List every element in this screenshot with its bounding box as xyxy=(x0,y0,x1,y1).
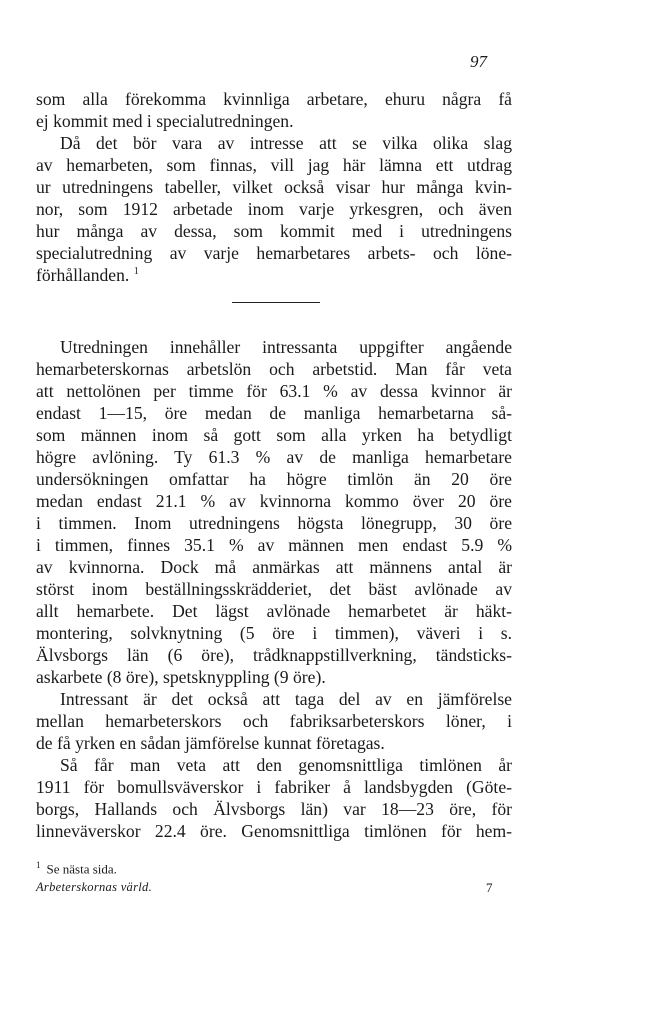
text-line: de få yrken en sådan jämförelse kunnat företagas. xyxy=(36,733,385,753)
text-line: Älvsborgs län (6 öre), trådknappstillverkning, tändsticks- xyxy=(36,645,512,665)
text-line: askarbete (8 öre), spetsknyppling (9 öre). xyxy=(36,667,326,687)
text-line: hur många av dessa, som kommit med i utredningens xyxy=(36,221,512,241)
text-line: Intressant är det också att taga del av en jämförelse xyxy=(60,689,512,709)
text-line: hemarbeterskornas arbetslön och arbetstid. Man får veta xyxy=(36,359,512,379)
footnote-reference: 1 xyxy=(133,266,139,278)
text-line: ur utredningens tabeller, vilket också visar hur många kvin- xyxy=(36,177,512,197)
footnote xyxy=(36,856,117,878)
text-line-content: förhållanden. xyxy=(36,265,130,285)
footnote-text: Se nästa sida. xyxy=(46,861,117,877)
text-line: montering, solvknytning (5 öre i timmen), väveri i s. xyxy=(36,623,512,643)
text-line: borgs, Hallands och Älvsborgs län) var 18—23 öre, för xyxy=(36,799,512,819)
text-line: som männen inom så gott som alla yrken ha betydligt xyxy=(36,425,512,445)
text-line: Utredningen innehåller intressanta uppgifter angående xyxy=(60,337,512,357)
text-line: nor, som 1912 arbetade inom varje yrkesgren, och även xyxy=(36,199,512,219)
text-line-last xyxy=(36,264,512,286)
text-line: undersökningen omfattar ha högre timlön än 20 öre xyxy=(36,469,512,489)
section-divider xyxy=(232,302,320,303)
signature-sheet-number: 7 xyxy=(486,880,493,895)
text-line: störst inom beställningsskrädderiet, det bäst avlönade av xyxy=(36,579,512,599)
text-line: högre avlöning. Ty 61.3 % av de manliga hemarbetare xyxy=(36,447,512,467)
text-line: allt hemarbete. Det lägst avlönade hemarbetet är häkt- xyxy=(36,601,512,621)
signature-title: Arbeterskornas värld. xyxy=(36,880,153,894)
text-line: mellan hemarbeterskors och fabriksarbeterskors löner, i xyxy=(36,711,512,731)
text-line: i timmen, finnes 35.1 % av männen men endast 5.9 % xyxy=(36,535,512,555)
text-line: av hemarbeten, som finnas, vill jag här lämna ett utdrag xyxy=(36,155,512,175)
text-line: Så får man veta att den genomsnittliga timlönen år xyxy=(60,755,512,775)
text-line: medan endast 21.1 % av kvinnorna kommo över 20 öre xyxy=(36,491,512,511)
paragraph-group-1 xyxy=(36,88,512,286)
paragraph-group-2 xyxy=(36,336,512,842)
text-line: specialutredning av varje hemarbetares arbets- och löne- xyxy=(36,243,512,263)
text-line: 1911 för bomullsväverskor i fabriker å landsbygden (Göte- xyxy=(36,777,512,797)
text-line: endast 1—15, öre medan de manliga hemarbetarna så- xyxy=(36,403,512,423)
page-number: 97 xyxy=(470,52,487,71)
text-line: av kvinnorna. Dock må anmärkas att männens antal är xyxy=(36,557,512,577)
text-line: i timmen. Inom utredningens högsta lönegrupp, 30 öre xyxy=(36,513,512,533)
footnote-marker: 1 xyxy=(36,860,41,870)
text-line: som alla förekomma kvinnliga arbetare, ehuru några få xyxy=(36,89,512,109)
text-line: Då det bör vara av intresse att se vilka olika slag xyxy=(60,133,512,153)
text-line: att nettolönen per timme för 63.1 % av dessa kvinnor är xyxy=(36,381,512,401)
text-line: linneväverskor 22.4 öre. Genomsnittliga timlönen för hem- xyxy=(36,821,512,841)
text-line: ej kommit med i specialutredningen. xyxy=(36,111,294,131)
